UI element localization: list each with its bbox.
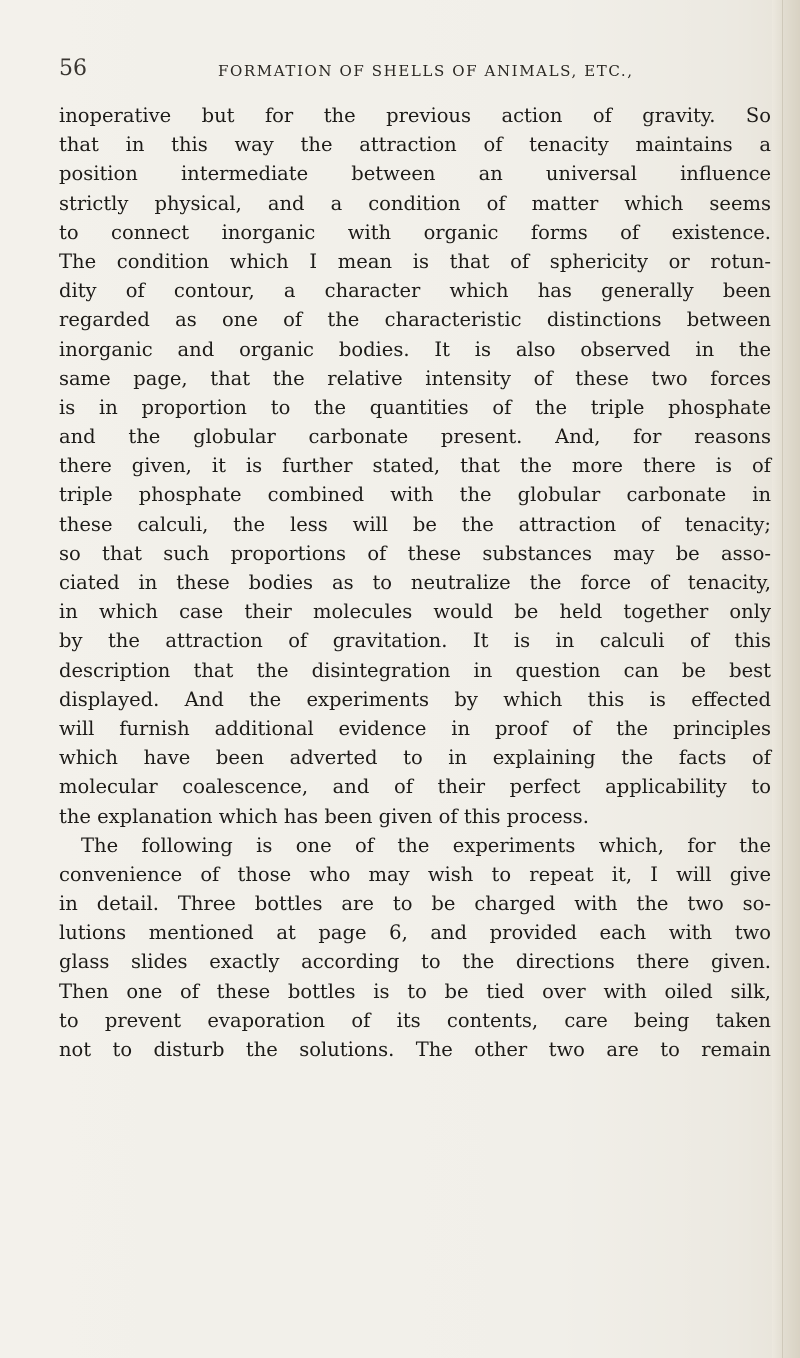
text-line: is in proportion to the quantities of the triple phosphate [59, 395, 771, 419]
text-line: so that such proportions of these substances may be asso- [59, 541, 771, 565]
text-line: same page, that the relative intensity of these two forces [59, 366, 771, 390]
text-line: The condition which I mean is that of sphericity or rotun- [59, 249, 771, 273]
text-line: lutions mentioned at page 6, and provided each with two [59, 921, 771, 945]
text-line: to prevent evaporation of its contents, care being taken [59, 1008, 771, 1032]
text-line: in which case their molecules would be held together only [59, 600, 771, 624]
text-line: glass slides exactly according to the directions there given. [59, 950, 771, 974]
text-line: and the globular carbonate present. And, for reasons [59, 425, 771, 449]
running-head: FORMATION OF SHELLS OF ANIMALS, ETC., [218, 62, 634, 80]
text-line: position intermediate between an universal influence [59, 162, 771, 186]
text-line: triple phosphate combined with the globular carbonate in [59, 483, 771, 507]
page-number: 56 [59, 56, 87, 81]
text-line: The following is one of the experiments which, for the [81, 833, 771, 857]
text-line: that in this way the attraction of tenacity maintains a [59, 133, 771, 157]
text-line: strictly physical, and a condition of matter which seems [59, 191, 771, 215]
text-line: molecular coalescence, and of their perfect applicability to [59, 775, 771, 799]
text-line: by the attraction of gravitation. It is in calculi of this [59, 629, 771, 653]
text-line: convenience of those who may wish to repeat it, I will give [59, 862, 771, 886]
page-header [59, 56, 759, 96]
text-line: dity of contour, a character which has generally been [59, 279, 771, 303]
text-line: there given, it is further stated, that the more there is of [59, 454, 771, 478]
text-line: displayed. And the experiments by which this is effected [59, 687, 771, 711]
text-line: to connect inorganic with organic forms of existence. [59, 220, 771, 244]
text-line: these calculi, the less will be the attraction of tenacity; [59, 512, 771, 536]
text-line: inorganic and organic bodies. It is also observed in the [59, 337, 771, 361]
text-line: not to disturb the solutions. The other two are to remain [59, 1038, 771, 1061]
text-line: Then one of these bottles is to be tied over with oiled silk, [59, 979, 771, 1003]
text-line: ciated in these bodies as to neutralize the force of tenacity, [59, 571, 771, 594]
text-line: description that the disintegration in question can be best [59, 658, 771, 682]
text-line: regarded as one of the characteristic distinctions between [59, 308, 771, 332]
text-line: inoperative but for the previous action of gravity. So [59, 104, 771, 127]
text-line: the explanation which has been given of this process. [59, 804, 589, 828]
text-line: will furnish additional evidence in proof of the principles [59, 716, 771, 740]
text-line: which have been adverted to in explaining the facts of [59, 746, 771, 770]
body-text [59, 101, 771, 1064]
page-edge-shadow [772, 0, 800, 1358]
text-line: in detail. Three bottles are to be charged with the two so- [59, 892, 771, 916]
